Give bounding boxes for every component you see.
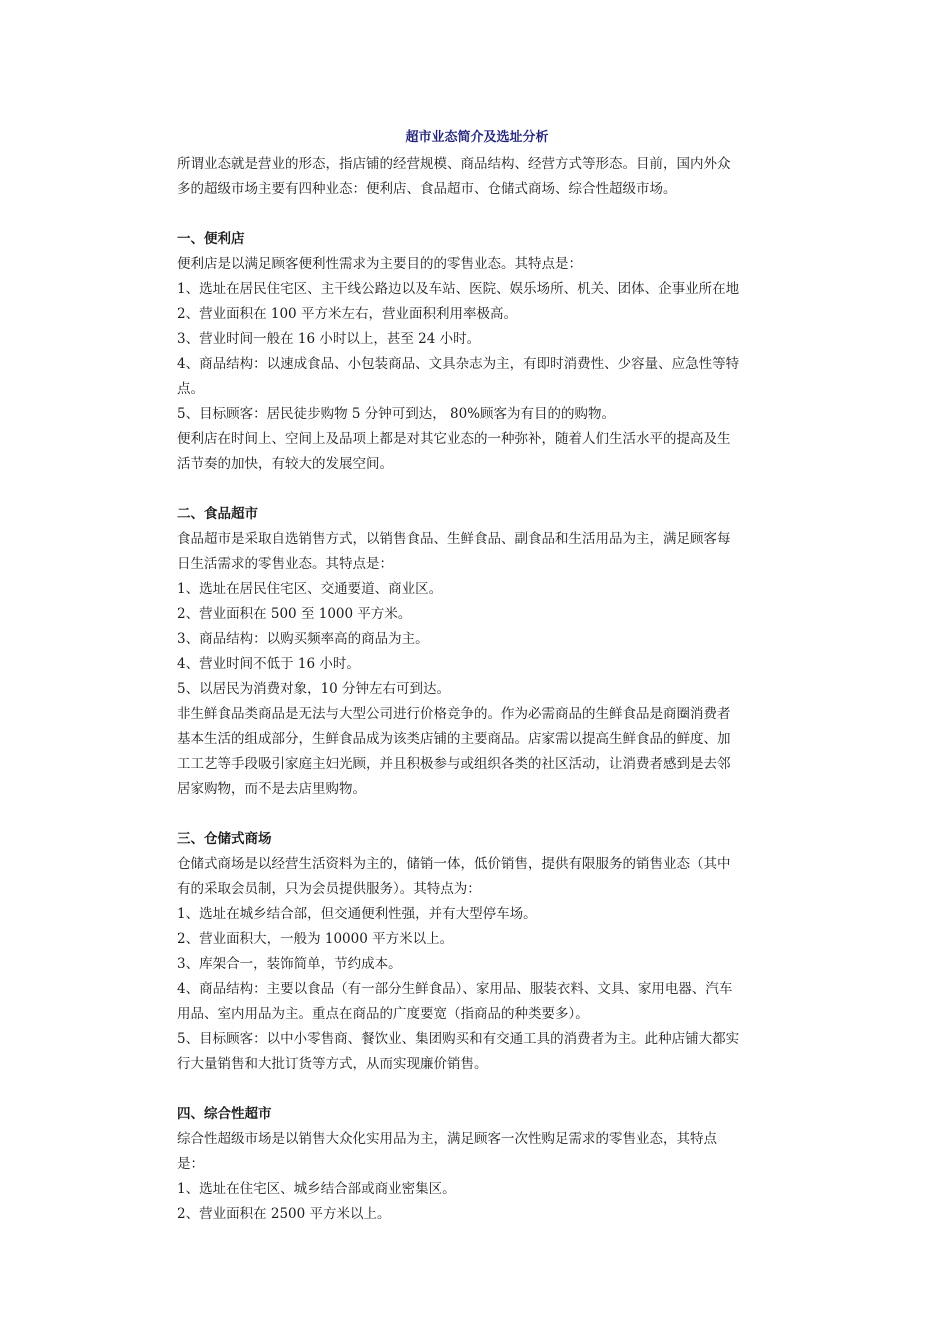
section-line: 用品、室内用品为主。重点在商品的广度要宽（指商品的种类要多）。 [177,1006,589,1022]
section-line: 2、营业面积大，一般为 10000 平方米以上。 [177,931,454,947]
document-title: 超市业态简介及选址分析 [405,130,549,145]
section-line: 2、营业面积在 500 至 1000 平方米。 [177,606,412,622]
intro-line: 多的超级市场主要有四种业态：便利店、食品超市、仓储式商场、综合性超级市场。 [177,181,677,197]
section-line: 仓储式商场是以经营生活资料为主的，储销一体，低价销售，提供有限服务的销售业态（其中 [177,856,731,872]
section-line: 1、选址在城乡结合部，但交通便利性强，并有大型停车场。 [177,906,537,922]
section-line: 行大量销售和大批订货等方式，从而实现廉价销售。 [177,1056,488,1072]
section-line: 点。 [177,381,204,397]
document-page [177,128,777,1227]
section-warehouse-store [177,827,777,1077]
section-line: 是： [177,1156,204,1172]
section-line: 4、商品结构：以速成食品、小包装商品、文具杂志为主，有即时消费性、少容量、应急性等特 [177,356,740,372]
section-line: 2、营业面积在 100 平方米左右，营业面积利用率极高。 [177,306,517,322]
section-heading: 三、仓储式商场 [177,831,272,847]
section-line: 1、选址在居民住宅区、交通要道、商业区。 [177,581,443,597]
section-line: 食品超市是采取自选销售方式，以销售食品、生鲜食品、副食品和生活用品为主，满足顾客每 [177,531,731,547]
section-line: 2、营业面积在 2500 平方米以上。 [177,1206,391,1222]
section-line: 3、库架合一，装饰简单，节约成本。 [177,956,402,972]
section-line: 1、选址在住宅区、城乡结合部或商业密集区。 [177,1181,456,1197]
section-line: 工工艺等手段吸引家庭主妇光顾，并且积极参与或组织各类的社区活动，让消费者感到是去邻 [177,756,731,772]
section-food-supermarket [177,502,777,802]
section-line: 基本生活的组成部分，生鲜食品成为该类店铺的主要商品。店家需以提高生鲜食品的鲜度、加 [177,731,731,747]
section-line: 3、营业时间一般在 16 小时以上，甚至 24 小时。 [177,331,481,347]
section-line: 5、目标顾客：居民徒步购物 5 分钟可到达， 80%顾客为有目的的购物。 [177,406,616,422]
section-line: 4、商品结构：主要以食品（有一部分生鲜食品）、家用品、服装衣料、文具、家用电器、汽车 [177,981,733,997]
section-line: 非生鲜食品类商品是无法与大型公司进行价格竞争的。作为必需商品的生鲜食品是商圈消费者 [177,706,731,722]
section-heading: 四、综合性超市 [177,1106,272,1122]
section-line: 便利店在时间上、空间上及品项上都是对其它业态的一种弥补，随着人们生活水平的提高及生 [177,431,731,447]
section-line: 5、以居民为消费对象，10 分钟左右可到达。 [177,681,451,697]
section-convenience-store [177,227,777,477]
section-line: 日生活需求的零售业态。其特点是： [177,556,393,572]
section-line: 居家购物，而不是去店里购物。 [177,781,366,797]
section-line: 有的采取会员制，只为会员提供服务）。其特点为： [177,881,481,897]
section-hypermarket [177,1102,777,1227]
intro-line: 所谓业态就是营业的形态，指店铺的经营规模、商品结构、经营方式等形态。目前，国内外众 [177,156,731,172]
section-line: 活节奏的加快，有较大的发展空间。 [177,456,393,472]
section-line: 4、营业时间不低于 16 小时。 [177,656,360,672]
section-line: 1、选址在居民住宅区、主干线公路边以及车站、医院、娱乐场所、机关、团体、企事业所在地 [177,281,740,297]
section-line: 综合性超级市场是以销售大众化实用品为主，满足顾客一次性购足需求的零售业态，其特点 [177,1131,717,1147]
section-line: 5、目标顾客：以中小零售商、餐饮业、集团购买和有交通工具的消费者为主。此种店铺大都实 [177,1031,740,1047]
section-heading: 一、便利店 [177,231,245,247]
section-heading: 二、食品超市 [177,506,258,522]
intro-paragraph [177,152,777,202]
section-line: 便利店是以满足顾客便利性需求为主要目的的零售业态。其特点是： [177,256,582,272]
section-line: 3、商品结构：以购买频率高的商品为主。 [177,631,429,647]
